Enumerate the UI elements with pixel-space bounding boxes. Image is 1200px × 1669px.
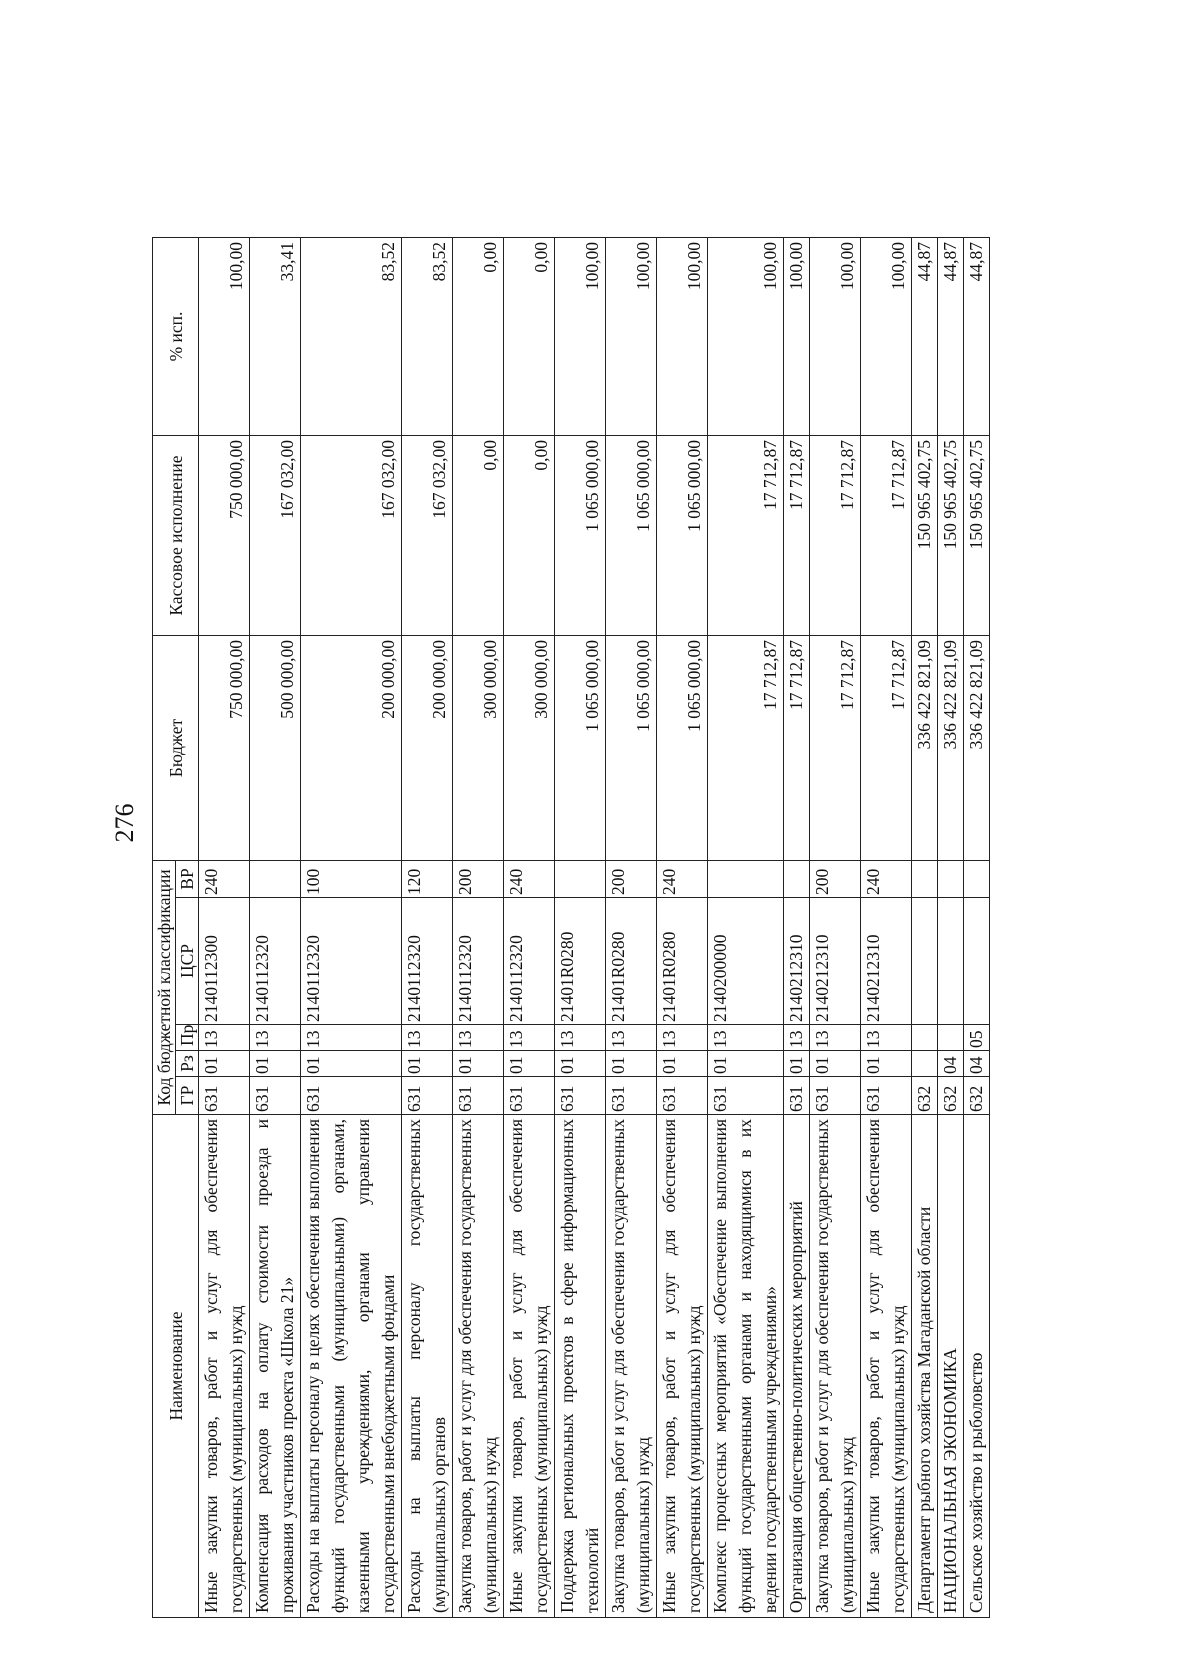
table-row — [555, 238, 606, 1618]
header-budget: Бюджет — [153, 636, 199, 861]
row-vr: 200 — [810, 861, 861, 898]
row-vr: 240 — [861, 861, 912, 898]
row-name: Закупка товаров, работ и услуг для обеспечения государственных (муниципальных) нужд — [606, 1115, 657, 1618]
row-rz: 01 — [199, 1051, 250, 1077]
row-vr — [250, 861, 301, 898]
row-rz: 01 — [402, 1051, 453, 1077]
row-name: Комплекс процессных мероприятий «Обеспечение выполнения функций государственными органами и находящимися в их ведении государственными учреждениями» — [708, 1115, 784, 1618]
row-budget: 336 422 821,09 — [912, 636, 938, 861]
row-pct: 44,87 — [912, 238, 938, 436]
row-rz: 01 — [861, 1051, 912, 1077]
row-name: НАЦИОНАЛЬНАЯ ЭКОНОМИКА — [938, 1115, 964, 1618]
row-gr: 631 — [199, 1077, 250, 1115]
table-row — [810, 238, 861, 1618]
row-gr: 631 — [606, 1077, 657, 1115]
row-rz — [912, 1051, 938, 1077]
row-rz: 01 — [784, 1051, 810, 1077]
header-code-group: Код бюджетной классификации — [153, 861, 176, 1115]
row-pr: 13 — [250, 1025, 301, 1051]
row-name: Поддержка региональных проектов в сфере информационных технологий — [555, 1115, 606, 1618]
row-pr: 05 — [964, 1025, 990, 1051]
row-vr: 200 — [606, 861, 657, 898]
row-budget: 300 000,00 — [453, 636, 504, 861]
row-rz: 01 — [504, 1051, 555, 1077]
row-csr: 2140112320 — [250, 898, 301, 1025]
row-kass: 167 032,00 — [301, 436, 402, 636]
row-vr — [784, 861, 810, 898]
row-pct: 100,00 — [784, 238, 810, 436]
row-rz: 01 — [453, 1051, 504, 1077]
table-row — [938, 238, 964, 1618]
table-row — [199, 238, 250, 1618]
row-pct: 100,00 — [606, 238, 657, 436]
row-budget: 336 422 821,09 — [938, 636, 964, 861]
row-vr: 240 — [504, 861, 555, 898]
table-row — [657, 238, 708, 1618]
table-row — [402, 238, 453, 1618]
row-pct: 33,41 — [250, 238, 301, 436]
row-csr: 2140112320 — [504, 898, 555, 1025]
row-csr — [964, 898, 990, 1025]
row-kass: 150 965 402,75 — [938, 436, 964, 636]
row-pr: 13 — [402, 1025, 453, 1051]
row-budget: 200 000,00 — [301, 636, 402, 861]
row-kass: 17 712,87 — [861, 436, 912, 636]
row-gr: 631 — [784, 1077, 810, 1115]
row-budget: 300 000,00 — [504, 636, 555, 861]
row-csr: 2140112320 — [402, 898, 453, 1025]
row-kass: 17 712,87 — [708, 436, 784, 636]
row-gr: 632 — [938, 1077, 964, 1115]
row-name: Сельское хозяйство и рыболовство — [964, 1115, 990, 1618]
row-name: Закупка товаров, работ и услуг для обеспечения государственных (муниципальных) нужд — [453, 1115, 504, 1618]
row-pct: 0,00 — [453, 238, 504, 436]
row-pct: 44,87 — [964, 238, 990, 436]
row-rz: 01 — [250, 1051, 301, 1077]
row-kass: 17 712,87 — [810, 436, 861, 636]
row-budget: 500 000,00 — [250, 636, 301, 861]
row-gr: 631 — [708, 1077, 784, 1115]
row-csr: 2140112300 — [199, 898, 250, 1025]
table-row — [861, 238, 912, 1618]
header-pct: % исп. — [153, 238, 199, 436]
row-csr: 2140112320 — [301, 898, 402, 1025]
budget-table-sheet — [152, 238, 1067, 1618]
row-budget: 17 712,87 — [708, 636, 784, 861]
row-vr — [964, 861, 990, 898]
row-csr: 2140212310 — [810, 898, 861, 1025]
row-pr: 13 — [784, 1025, 810, 1051]
row-pct: 100,00 — [708, 238, 784, 436]
row-pr — [938, 1025, 964, 1051]
row-vr: 240 — [657, 861, 708, 898]
row-gr: 631 — [250, 1077, 301, 1115]
row-gr: 632 — [964, 1077, 990, 1115]
row-csr: 21401R0280 — [606, 898, 657, 1025]
row-budget: 1 065 000,00 — [657, 636, 708, 861]
row-vr: 100 — [301, 861, 402, 898]
row-csr — [912, 898, 938, 1025]
row-name: Компенсация расходов на оплату стоимости проезда и проживания участников проекта «Школа 21» — [250, 1115, 301, 1618]
row-budget: 750 000,00 — [199, 636, 250, 861]
row-rz: 01 — [555, 1051, 606, 1077]
table-row — [964, 238, 990, 1618]
row-pr: 13 — [810, 1025, 861, 1051]
row-gr: 631 — [301, 1077, 402, 1115]
row-budget: 336 422 821,09 — [964, 636, 990, 861]
row-rz: 01 — [708, 1051, 784, 1077]
row-kass: 1 065 000,00 — [555, 436, 606, 636]
row-rz: 01 — [606, 1051, 657, 1077]
row-vr — [938, 861, 964, 898]
row-csr: 2140200000 — [708, 898, 784, 1025]
table-header — [153, 238, 199, 1618]
row-rz: 04 — [938, 1051, 964, 1077]
row-name: Расходы на выплаты персоналу государственных (муниципальных) органов — [402, 1115, 453, 1618]
row-gr: 631 — [402, 1077, 453, 1115]
row-gr: 631 — [555, 1077, 606, 1115]
row-budget: 17 712,87 — [810, 636, 861, 861]
row-kass: 1 065 000,00 — [657, 436, 708, 636]
table-row — [504, 238, 555, 1618]
table-row — [606, 238, 657, 1618]
row-gr: 631 — [453, 1077, 504, 1115]
row-pr: 13 — [861, 1025, 912, 1051]
row-pr: 13 — [708, 1025, 784, 1051]
row-vr — [912, 861, 938, 898]
header-csr: ЦСР — [176, 898, 199, 1025]
header-pr: Пр — [176, 1025, 199, 1051]
table-row — [784, 238, 810, 1618]
row-pct: 100,00 — [810, 238, 861, 436]
row-pct: 83,52 — [301, 238, 402, 436]
row-kass: 17 712,87 — [784, 436, 810, 636]
row-kass: 167 032,00 — [250, 436, 301, 636]
header-gr: ГР — [176, 1077, 199, 1115]
row-pr: 13 — [301, 1025, 402, 1051]
row-vr — [708, 861, 784, 898]
row-name: Иные закупки товаров, работ и услуг для обеспечения государственных (муниципальных) нужд — [861, 1115, 912, 1618]
header-vr: ВР — [176, 861, 199, 898]
row-name: Закупка товаров, работ и услуг для обеспечения государственных (муниципальных) нужд — [810, 1115, 861, 1618]
row-csr: 21401R0280 — [657, 898, 708, 1025]
header-name: Наименование — [153, 1115, 199, 1618]
row-rz: 04 — [964, 1051, 990, 1077]
table-body — [199, 238, 990, 1618]
row-name: Департамент рыбного хозяйства Магаданской области — [912, 1115, 938, 1618]
row-pr: 13 — [199, 1025, 250, 1051]
row-budget: 1 065 000,00 — [606, 636, 657, 861]
row-pct: 44,87 — [938, 238, 964, 436]
row-csr: 2140112320 — [453, 898, 504, 1025]
row-pr: 13 — [657, 1025, 708, 1051]
row-budget: 17 712,87 — [784, 636, 810, 861]
row-csr: 2140212310 — [784, 898, 810, 1025]
row-name: Иные закупки товаров, работ и услуг для обеспечения государственных (муниципальных) нужд — [657, 1115, 708, 1618]
row-gr: 631 — [810, 1077, 861, 1115]
row-pct: 100,00 — [861, 238, 912, 436]
row-kass: 167 032,00 — [402, 436, 453, 636]
row-kass: 0,00 — [504, 436, 555, 636]
row-kass: 750 000,00 — [199, 436, 250, 636]
row-pct: 100,00 — [199, 238, 250, 436]
row-pct: 0,00 — [504, 238, 555, 436]
row-name: Иные закупки товаров, работ и услуг для обеспечения государственных (муниципальных) нужд — [199, 1115, 250, 1618]
row-pct: 100,00 — [555, 238, 606, 436]
header-rz: Рз — [176, 1051, 199, 1077]
row-budget: 17 712,87 — [861, 636, 912, 861]
row-csr: 21401R0280 — [555, 898, 606, 1025]
row-budget: 200 000,00 — [402, 636, 453, 861]
row-gr: 631 — [657, 1077, 708, 1115]
row-name: Расходы на выплаты персоналу в целях обеспечения выполнения функций государственными (муниципальными) органами, казенными учреждениями, органами управления государственными внебюджетными фондами — [301, 1115, 402, 1618]
row-budget: 1 065 000,00 — [555, 636, 606, 861]
row-gr: 631 — [861, 1077, 912, 1115]
table-row — [250, 238, 301, 1618]
row-name: Организация общественно-политических мероприятий — [784, 1115, 810, 1618]
row-vr: 240 — [199, 861, 250, 898]
row-pr: 13 — [453, 1025, 504, 1051]
row-kass: 150 965 402,75 — [964, 436, 990, 636]
page-number: 276 — [110, 803, 139, 843]
table-row — [453, 238, 504, 1618]
row-kass: 150 965 402,75 — [912, 436, 938, 636]
row-kass: 0,00 — [453, 436, 504, 636]
row-rz: 01 — [301, 1051, 402, 1077]
row-pct: 83,52 — [402, 238, 453, 436]
table-row — [912, 238, 938, 1618]
row-pr: 13 — [606, 1025, 657, 1051]
row-pr: 13 — [504, 1025, 555, 1051]
row-pct: 100,00 — [657, 238, 708, 436]
table-row — [301, 238, 402, 1618]
row-csr: 2140212310 — [861, 898, 912, 1025]
row-pr — [912, 1025, 938, 1051]
header-kass: Кассовое исполнение — [153, 436, 199, 636]
row-vr — [555, 861, 606, 898]
row-name: Иные закупки товаров, работ и услуг для обеспечения государственных (муниципальных) нужд — [504, 1115, 555, 1618]
row-vr: 200 — [453, 861, 504, 898]
row-csr — [938, 898, 964, 1025]
budget-table — [152, 237, 990, 1618]
row-rz: 01 — [810, 1051, 861, 1077]
row-pr: 13 — [555, 1025, 606, 1051]
row-gr: 632 — [912, 1077, 938, 1115]
table-row — [708, 238, 784, 1618]
row-rz: 01 — [657, 1051, 708, 1077]
row-kass: 1 065 000,00 — [606, 436, 657, 636]
row-vr: 120 — [402, 861, 453, 898]
row-gr: 631 — [504, 1077, 555, 1115]
